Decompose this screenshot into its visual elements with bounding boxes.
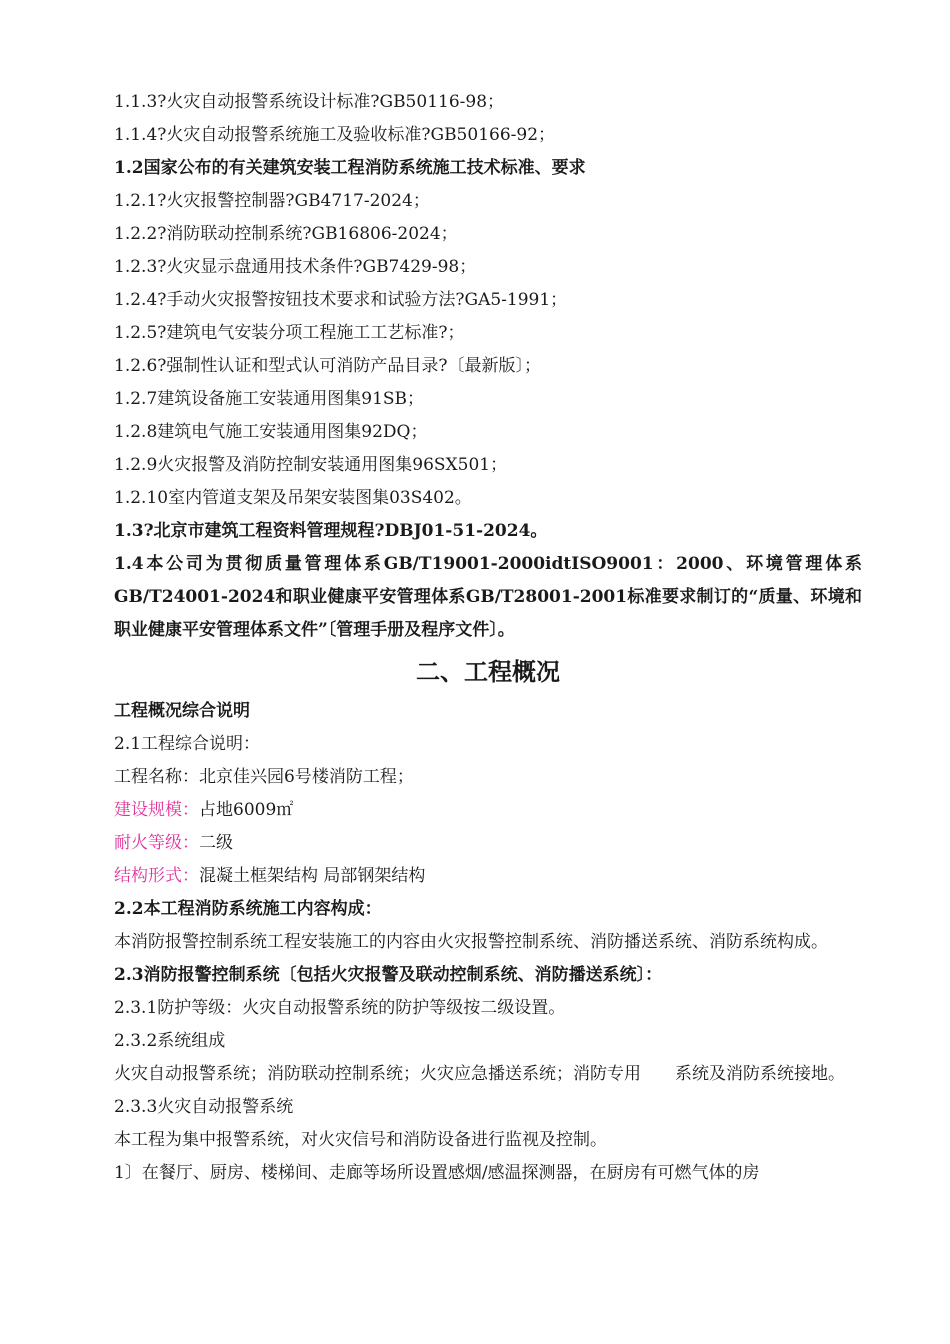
clause-2-3-3-text: 本工程为集中报警系统，对火灾信号和消防设备进行监视及控制。 (114, 1130, 607, 1150)
clause-paragraph-2-3-2: 火灾自动报警系统；消防联动控制系统；火灾应急播送系统；消防专用 系统及消防系统接地。 (114, 1064, 845, 1084)
clause-1-1-3: 1.1.3?火灾自动报警系统设计标准?GB50116-98； (114, 92, 505, 112)
clause-2-1: 2.1工程综合说明： (114, 734, 261, 754)
construction-scale-value: 占地6009㎡ (199, 800, 294, 820)
clause-1-2-7: 1.2.7建筑设备施工安装通用图集91SB； (114, 389, 425, 409)
clause-1-2-1: 1.2.1?火灾报警控制器?GB4717-2024； (114, 191, 430, 211)
clause-2-3-3: 2.3.3火灾自动报警系统 (114, 1097, 294, 1117)
clause-2-3-1: 2.3.1防护等级：火灾自动报警系统的防护等级按二级设置。 (114, 998, 566, 1018)
clause-heading-2-3: 2.3消防报警控制系统〔包括火灾报警及联动控制系统、消防播送系统〕： (114, 965, 663, 985)
clause-heading-2-2: 2.2本工程消防系统施工内容构成： (114, 899, 382, 919)
clause-2-3-3-item-1: 1〕在餐厅、厨房、楼梯间、走廊等场所设置感烟/感温探测器，在厨房有可燃气体的房 (114, 1163, 760, 1183)
section-subtitle: 工程概况综合说明 (114, 701, 250, 721)
clause-1-2-9: 1.2.9火灾报警及消防控制安装通用图集96SX501； (114, 455, 508, 475)
construction-scale-label: 建设规模： (114, 800, 199, 820)
clause-1-2-5: 1.2.5?建筑电气安装分项工程施工工艺标准?； (114, 323, 465, 343)
clause-heading-1-2: 1.2国家公布的有关建筑安装工程消防系统施工技术标准、要求 (114, 158, 586, 178)
clause-heading-1-3: 1.3?北京市建筑工程资料管理规程?DBJ01-51-2024。 (114, 521, 548, 541)
fire-rating-row (114, 827, 862, 860)
section-title: 二、工程概况 (416, 657, 560, 686)
clause-1-2-10: 1.2.10室内管道支架及吊架安装图集03S402。 (114, 488, 472, 508)
clause-paragraph-2-2: 本消防报警控制系统工程安装施工的内容由火灾报警控制系统、消防播送系统、消防系统构成。 (114, 932, 828, 952)
structure-form-value: 混凝土框架结构 局部钢架结构 (199, 866, 426, 886)
fire-rating-value: 二级 (199, 833, 233, 853)
clause-1-2-2: 1.2.2?消防联动控制系统?GB16806-2024； (114, 224, 458, 244)
project-name: 工程名称：北京佳兴园6号楼消防工程； (114, 767, 414, 787)
clause-1-2-4: 1.2.4?手动火灾报警按钮技术要求和试验方法?GA5-1991； (114, 290, 568, 310)
clause-paragraph-1-4: 1.4本公司为贯彻质量管理体系GB/T19001-2000idtISO9001：2000、环境管理体系GB/T24001-2024和职业健康平安管理体系GB/T28001-2001标准要求制订的“质量、环境和职业健康平安管理体系文件”〔管理手册及程序文件〕。 (114, 554, 862, 640)
clause-1-1-4: 1.1.4?火灾自动报警系统施工及验收标准?GB50166-92； (114, 125, 556, 145)
structure-form-row (114, 860, 862, 893)
construction-scale-row (114, 794, 862, 827)
fire-rating-label: 耐火等级： (114, 833, 199, 853)
structure-form-label: 结构形式： (114, 866, 199, 886)
clause-1-2-3: 1.2.3?火灾显示盘通用技术条件?GB7429-98； (114, 257, 477, 277)
clause-2-3-2: 2.3.2系统组成 (114, 1031, 226, 1051)
clause-1-2-6: 1.2.6?强制性认证和型式认可消防产品目录?〔最新版〕； (114, 356, 541, 376)
document-page (114, 86, 862, 1190)
clause-1-2-8: 1.2.8建筑电气施工安装通用图集92DQ； (114, 422, 428, 442)
